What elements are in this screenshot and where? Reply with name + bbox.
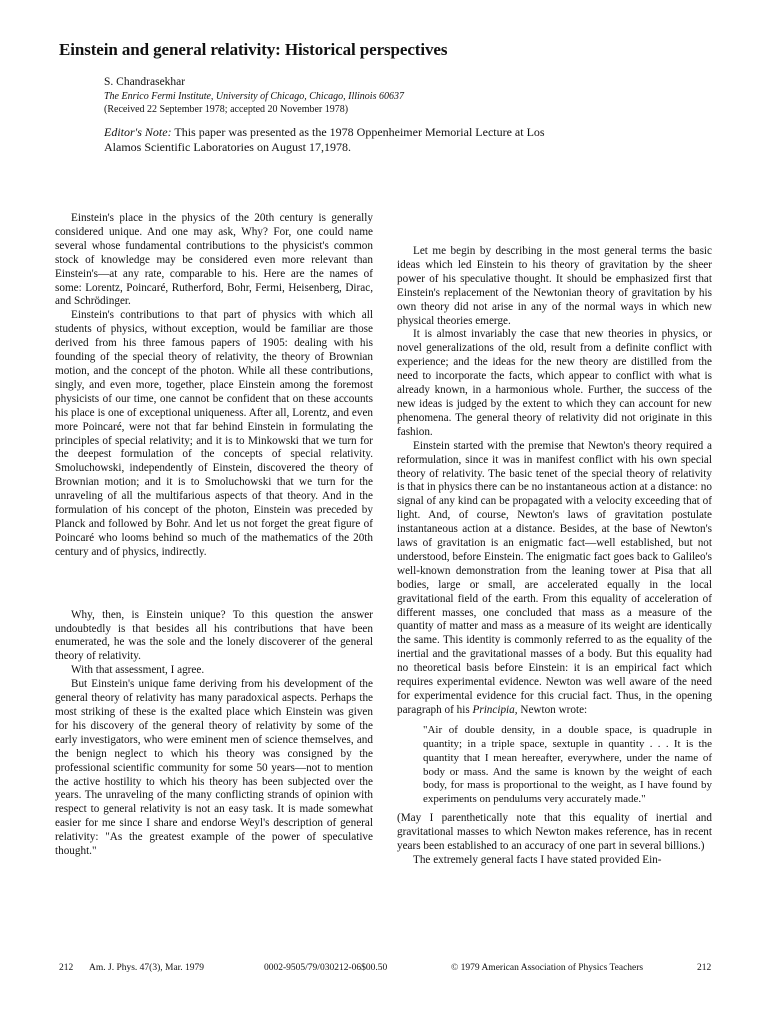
paragraph: With that assessment, I agree. — [71, 664, 205, 677]
quote-text: "Air of double density, in a double space, is quadruple in quantity; in a triple space, sextuple in quantity . . . It is the quantity that I mean hereafter, everywhere, under the name of body or mass. And the same is known by the weight of each body, for mass is proportional to the weight, as I have found by experiments on pendulums very accurately made." — [423, 723, 712, 806]
article-code: 0002-9505/79/030212-06$00.50 — [264, 963, 388, 973]
right-column — [397, 245, 712, 868]
paragraph: Let me begin by describing in the most general terms the basic ideas which led Einstein to his theory of gravitation by the sheer power of his speculative thought. It should be emphasized first that Einstein's replacement of the Newtonian theory of gravitation by his own theory did not arise in any of the normal ways in which new physical theories emerge. — [397, 245, 712, 327]
editor-note-label: Editor's Note: — [104, 125, 172, 139]
newton-quote — [423, 724, 712, 807]
copyright: © 1979 American Association of Physics Teachers — [451, 963, 644, 973]
paragraph-text: Einstein started with the premise that Newton's theory required a reformulation, since it was in manifest conflict with his own special theory of relativity. The basic tenet of the special theory of relativity is that in physics there can be no instantaneous action at a distance: no signal of any kind can be propagated with a velocity exceeding that of light. And, of course, Newton's laws of gravitation postulate instantaneous action at a distance. Besides, at the base of Newton's laws of gravitation is an enigmatic fact—well established, but not understood, before Einstein. The enigmatic fact goes back to Galileo's well-known demonstration from the leaning tower at Pisa that all bodies, large or small, are accelerated equally in the local gravitational field of the earth. From this equality of acceleration of different masses, one concluded that mass as a measure of the quantity of matter and mass as a measure of its weight are identically the same. This identity is commonly referred to as the equality of the inertial and the gravitational masses of a body. But this equality had no theoretical basis before Einstein: it is an empirical fact which requires experimental evidence. Newton was well aware of the need for experimental evidence for this crucial fact. Thus, in the opening paragraph of his — [397, 439, 712, 716]
author-name: S. Chandrasekhar — [104, 76, 186, 88]
author-affiliation: The Enrico Fermi Institute, University of Chicago, Chicago, Illinois 60637 — [104, 91, 404, 102]
article-title: Einstein and general relativity: Historical perspectives — [59, 40, 448, 59]
journal-citation: Am. J. Phys. 47(3), Mar. 1979 — [89, 963, 205, 973]
editor-note-text: This paper was presented as the 1978 Oppenheimer Memorial Lecture at Los Alamos Scientific Laboratories on August 17,1978. — [104, 125, 545, 154]
received-dates: (Received 22 September 1978; accepted 20 November 1978) — [104, 104, 349, 115]
paragraph: It is almost invariably the case that new theories in physics, or novel generalizations of the old, result from a definite conflict with experience; and the ideas for the new theory are distilled from the need to incorporate the facts, which appear to conflict with what is already known, in a harmonious whole. Further, the success of the new ideas is judged by the extent to which they can account for new phenomena. The general theory of relativity did not originate in this fashion. — [397, 328, 712, 438]
left-column — [55, 212, 373, 859]
paragraph — [397, 440, 712, 718]
paragraph: The extremely general facts I have stated provided Ein- — [413, 853, 662, 866]
page-footer — [59, 963, 719, 977]
page-number-left: 212 — [59, 963, 74, 973]
paragraph-text-end: Newton wrote: — [520, 703, 588, 716]
principia-title: Principia, — [472, 703, 518, 716]
editor-note — [104, 125, 574, 155]
paragraph: Why, then, is Einstein unique? To this question the answer undoubtedly is that besides all his contributions that have been enumerated, he was the sole and the lonely discoverer of the general theory of relativity. — [55, 608, 373, 663]
paragraph: But Einstein's unique fame deriving from his development of the general theory of relativity has many paradoxical aspects. Perhaps the most striking of these is the exalted place which Einstein was given for his discovery of the general theory of relativity by some of the early investigators, who were eminent men of science themselves, and the benign neglect to which his theory was consigned by the professional scientific community for some 50 years—not to mention the active hostility to which his theory has been subjected over the years. The unraveling of the many conflicting strands of opinion with respect to general relativity is not an easy task. It is made somewhat easier for me since I share and endorse Weyl's description of general relativity: "As the greatest example of the power of speculative thought." — [55, 678, 373, 858]
page-number-right: 212 — [697, 963, 712, 973]
paragraph: Einstein's contributions to that part of physics with which all students of physics, without exception, would be familiar are those derived from his three famous papers of 1905: dealing with his founding of the special theory of relativity, the theory of Brownian motion, and the concept of the photon. While all these contributions, singly, and even more, together, place Einstein among the foremost physicists of our time, one cannot be confident that on these accounts his place is one of exceptional uniqueness. After all, Lorentz, and even more Poincaré, were not that far behind Einstein in formulating the principles of special relativity; and it is to Minkowski that we turn for the deepest formulation of the concepts of special relativity. Smoluchowski, independently of Einstein, discovered the theory of Brownian motion; and it is to Smoluchowski that we turn for the unraveling of all the multifarious aspects of that theory. And in the formulation of his concept of the photon, Einstein was preceded by Planck and followed by Bohr. And let us not forget the great figure of Poincaré who looms behind so much of the mathematics of the 20th century and of physics, indirectly. — [55, 309, 373, 558]
paragraph: Einstein's place in the physics of the 20th century is generally considered unique. And one may ask, Why? For, one could name several whose fundamental contributions to the physicist's common stock of knowledge may be considered even more relevant than Einstein's—at any rate, comparable to his. Here are the names of some: Lorentz, Poincaré, Rutherford, Bohr, Fermi, Heisenberg, Dirac, and Schrödinger. — [55, 212, 373, 308]
paragraph: (May I parenthetically note that this equality of inertial and gravitational masses to which Newton makes reference, has in recent years been established to an accuracy of one part in several billions.) — [397, 812, 712, 853]
